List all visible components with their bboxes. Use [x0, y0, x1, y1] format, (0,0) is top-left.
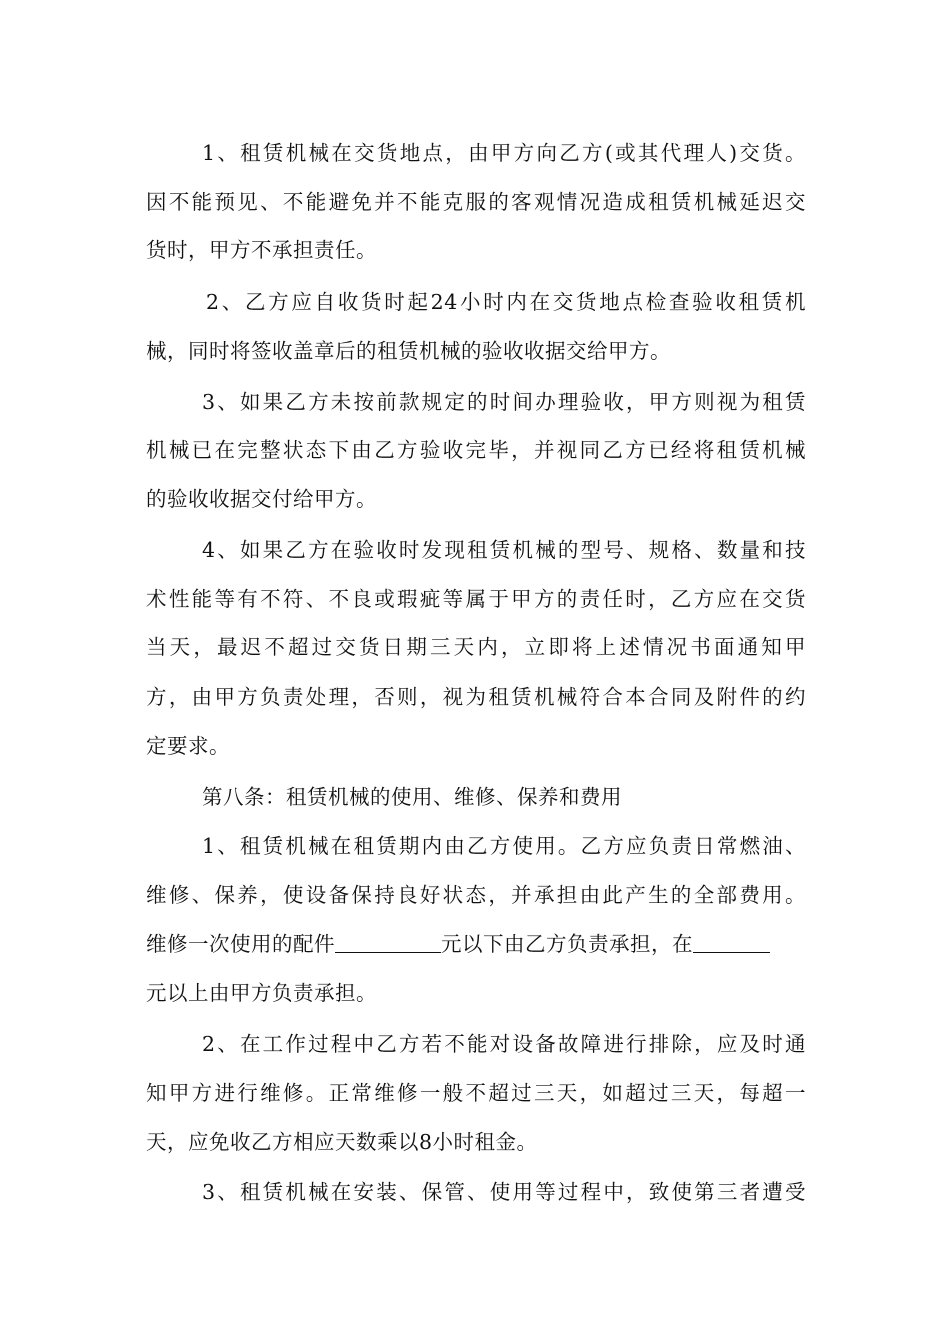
text-line: 机械已在完整状态下由乙方验收完毕，并视同乙方已经将租赁机械: [146, 438, 806, 462]
fill-blank: [693, 932, 770, 953]
text-line: 知甲方进行维修。正常维修一般不超过三天，如超过三天，每超一: [146, 1081, 806, 1105]
text-line: 当天，最迟不超过交货日期三天内，立即将上述情况书面通知甲: [146, 635, 806, 659]
text-segment: 维修一次使用的配件: [146, 932, 335, 956]
text-line: 械，同时将签收盖章后的租赁机械的验收收据交给甲方。: [146, 339, 671, 363]
fill-blank: [335, 932, 441, 953]
text-line: 1、租赁机械在租赁期内由乙方使用。乙方应负责日常燃油、: [202, 834, 806, 858]
section-heading: 第八条：租赁机械的使用、维修、保养和费用: [202, 785, 622, 809]
text-line: 3、如果乙方未按前款规定的时间办理验收，甲方则视为租赁: [202, 390, 806, 414]
text-line: 元以上由甲方负责承担。: [146, 981, 377, 1005]
text-line: 术性能等有不符、不良或瑕疵等属于甲方的责任时，乙方应在交货: [146, 587, 806, 611]
text-line: 2、乙方应自收货时起24小时内在交货地点检查验收租赁机: [206, 290, 806, 314]
text-segment: 元以下由乙方负责承担，在: [441, 932, 693, 956]
text-line: 定要求。: [146, 734, 230, 758]
text-line: 方，由甲方负责处理，否则，视为租赁机械符合本合同及附件的约: [146, 685, 806, 709]
text-line: 维修、保养，使设备保持良好状态，并承担由此产生的全部费用。: [146, 883, 806, 907]
text-line: 的验收收据交付给甲方。: [146, 487, 377, 511]
text-line: 天，应免收乙方相应天数乘以8小时租金。: [146, 1130, 538, 1154]
text-line: 货时，甲方不承担责任。: [146, 238, 377, 262]
text-line: 4、如果乙方在验收时发现租赁机械的型号、规格、数量和技: [202, 538, 806, 562]
text-line: 3、租赁机械在安装、保管、使用等过程中，致使第三者遭受: [202, 1180, 806, 1204]
text-line: 因不能预见、不能避免并不能克服的客观情况造成租赁机械延迟交: [146, 190, 806, 214]
text-line: 1、租赁机械在交货地点，由甲方向乙方(或其代理人)交货。: [202, 141, 806, 165]
text-line: 2、在工作过程中乙方若不能对设备故障进行排除，应及时通: [202, 1032, 806, 1056]
text-line-with-blanks: [146, 931, 806, 957]
